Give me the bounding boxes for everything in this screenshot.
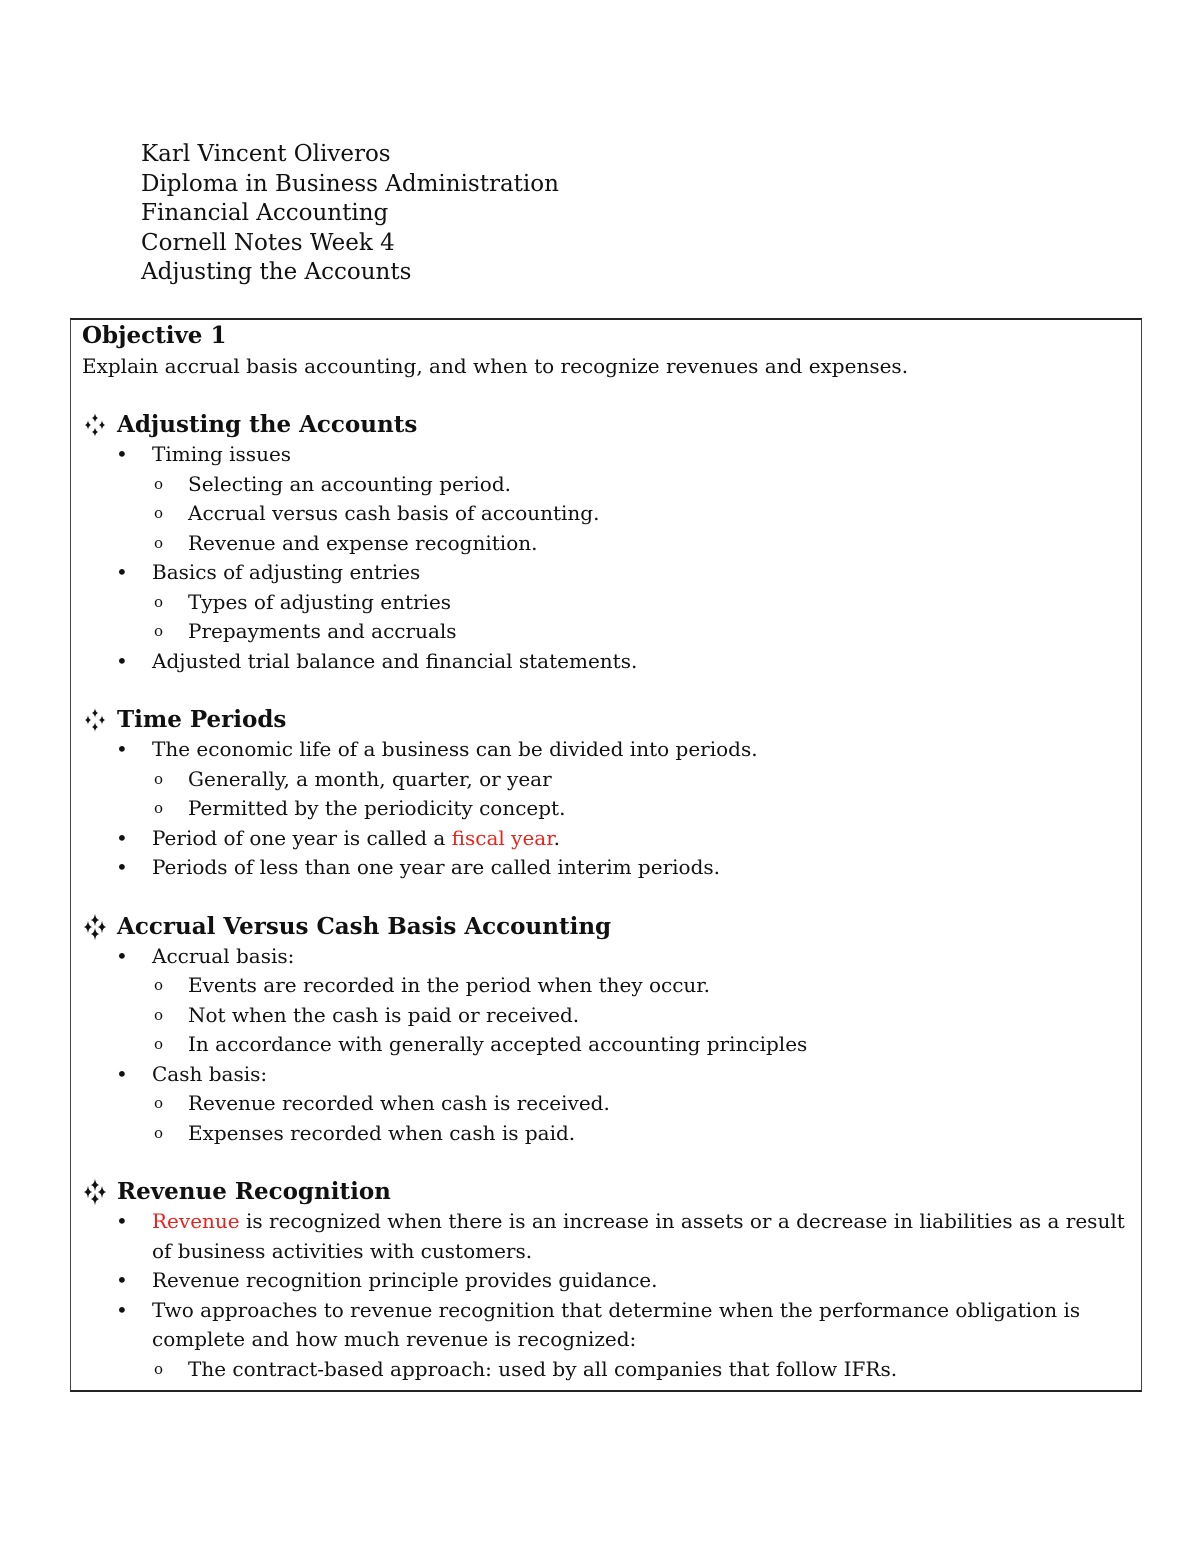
sub-bullet-item [82,794,1132,824]
diamond-icon [82,912,108,942]
diamond-bullet-icon [82,912,108,942]
highlighted-term: Revenue [152,1209,240,1233]
bullet-item [82,647,1132,677]
bullet-circle-icon: o [154,622,164,640]
sub-bullet-item [82,1119,1132,1149]
section-title: Time Periods [117,706,287,733]
sub-bullet-item [82,588,1132,618]
bullet-dot-icon: • [116,1209,128,1233]
section-title: Revenue Recognition [117,1178,391,1205]
bullet-circle-icon: o [154,1094,164,1112]
notes-week: Cornell Notes Week 4 [141,229,395,256]
bullet-dot-icon: • [116,648,128,673]
notes-box [70,318,1142,1392]
sub-bullet-item [82,1030,1132,1060]
bullet-item [82,1207,1132,1266]
sub-bullet-item [82,971,1132,1001]
section [82,1177,1132,1384]
bullet-item [82,1266,1132,1296]
diamond-bullet-icon [82,410,108,440]
bullet-circle-icon: o [154,474,164,493]
author-name: Karl Vincent Oliveros [141,141,391,167]
section [82,705,1132,883]
bullet-circle-icon: o [154,976,164,994]
item-text: Selecting an accounting period. [188,471,512,496]
item-text: Events are recorded in the period when they occur. [188,973,711,997]
bullet-dot-icon: • [116,825,128,850]
section-heading [82,912,1132,942]
item-text: Not when the cash is paid or received. [188,1002,580,1027]
bullet-item [82,1060,1132,1090]
sub-bullet-item [82,499,1132,529]
bullet-circle-icon: o [154,799,164,817]
document-header [141,140,559,288]
bullet-item [82,824,1132,854]
section [82,912,1132,1149]
item-text: Timing issues [152,442,292,466]
sub-bullet-item [82,617,1132,647]
bullet-circle-icon: o [154,1123,164,1142]
item-text: Adjusted trial balance and financial statements. [152,648,638,673]
bullet-item [82,440,1132,470]
section [82,410,1132,676]
item-text: Period of one year is called a [152,825,452,850]
item-text: Periods of less than one year are called interim periods. [152,855,720,879]
item-text: Permitted by the periodicity concept. [188,796,566,820]
item-text: Accrual basis: [152,943,295,968]
section-heading [82,410,1132,440]
bullet-dot-icon: • [116,1297,128,1322]
diamond-bullet-icon [82,705,108,735]
item-text: Revenue and expense recognition. [188,530,538,555]
course-name: Financial Accounting [141,200,389,226]
diamond-icon [82,1177,108,1207]
notes-content [82,320,1132,1384]
bullet-item [82,735,1132,765]
program-name: Diploma in Business Administration [141,170,559,197]
item-text: Cash basis: [152,1061,268,1086]
bullet-circle-icon: o [154,592,164,611]
item-text: Two approaches to revenue recognition that determine when the performance obligation is complete and how much revenue is recognized: [152,1297,1081,1351]
sub-bullet-item [82,765,1132,795]
bullet-dot-icon: • [116,560,128,584]
item-text: The economic life of a business can be divided into periods. [152,737,758,761]
diamond-bullet-icon [82,1177,108,1207]
item-text: Prepayments and accruals [188,619,457,643]
item-text: Generally, a month, quarter, or year [188,766,552,791]
sub-bullet-item [82,1355,1132,1385]
section-heading [82,1177,1132,1207]
bullet-dot-icon: • [116,855,128,879]
section-title: Adjusting the Accounts [117,411,418,438]
bullet-item [82,1296,1132,1355]
sub-bullet-item [82,529,1132,559]
item-text: . [553,825,560,850]
item-text: Revenue recognition principle provides guidance. [152,1268,658,1292]
sub-bullet-item [82,470,1132,500]
sub-bullet-item [82,1089,1132,1119]
topic-title: Adjusting the Accounts [141,259,412,285]
objective-text: Explain accrual basis accounting, and when to recognize revenues and expenses. [82,354,909,378]
item-text: Types of adjusting entries [188,589,452,614]
bullet-circle-icon: o [154,504,164,522]
bullet-circle-icon: o [154,1359,164,1378]
item-text: Accrual versus cash basis of accounting. [188,501,600,525]
bullet-dot-icon: • [116,1268,128,1292]
bullet-dot-icon: • [116,1061,128,1086]
sub-bullet-item [82,1001,1132,1031]
item-text: is recognized when there is an increase in assets or a decrease in liabilities as a result of business activities with customers. [152,1209,1125,1263]
diamond-icon [82,705,108,735]
item-text: In accordance with generally accepted accounting principles [188,1032,808,1056]
item-text: Expenses recorded when cash is paid. [188,1120,576,1145]
bullet-item [82,942,1132,972]
objective-title: Objective 1 [82,322,227,349]
bullet-dot-icon: • [116,737,128,761]
item-text: The contract-based approach: used by all companies that follow IFRs. [188,1356,898,1381]
bullet-item [82,853,1132,883]
section-title: Accrual Versus Cash Basis Accounting [117,912,612,940]
item-text: Revenue recorded when cash is received. [188,1091,610,1115]
bullet-circle-icon: o [154,1035,164,1053]
diamond-icon [82,410,108,440]
item-text: Basics of adjusting entries [152,560,421,584]
section-heading [82,705,1132,735]
bullet-dot-icon: • [116,943,128,968]
bullet-circle-icon: o [154,533,164,552]
bullet-dot-icon: • [116,442,128,466]
highlighted-term: fiscal year [451,825,554,850]
bullet-item [82,558,1132,588]
bullet-circle-icon: o [154,1005,164,1024]
bullet-circle-icon: o [154,769,164,788]
